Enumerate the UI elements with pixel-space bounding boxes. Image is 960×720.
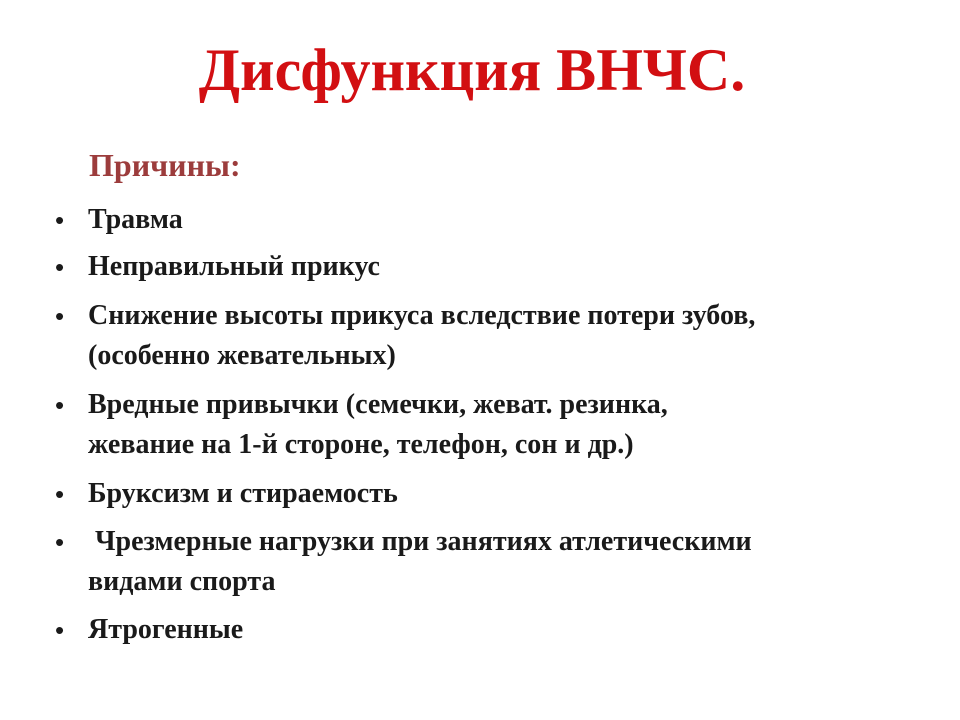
bullet-icon: • <box>55 615 65 645</box>
list-item-text <box>88 474 918 514</box>
list-item-line: Вредные привычки (семечки, жеват. резинка, <box>88 389 668 420</box>
list-item-text <box>88 296 918 376</box>
list-item-line: Бруксизм и стираемость <box>88 478 398 509</box>
list-item-line: жевание на 1-й стороне, телефон, сон и др.) <box>88 429 634 460</box>
bullet-icon: • <box>55 301 65 331</box>
bullet-icon: • <box>55 252 65 282</box>
bullet-icon: • <box>55 479 65 509</box>
bullet-icon: • <box>55 527 65 557</box>
list-item-line: Чрезмерные нагрузки при занятиях атлетическими <box>88 526 752 557</box>
list-item-text <box>88 200 918 240</box>
list-item-line: видами спорта <box>88 566 276 597</box>
slide-title: Дисфункция ВНЧС. <box>198 37 746 103</box>
list-item-text <box>88 610 918 650</box>
list-item-text <box>88 247 918 287</box>
list-item-text <box>88 385 918 465</box>
list-item-line: Неправильный прикус <box>88 251 380 282</box>
bullet-icon: • <box>55 205 65 235</box>
list-item-line: Травма <box>88 204 183 235</box>
list-item-line: Ятрогенные <box>88 614 244 645</box>
list-item-line: Снижение высоты прикуса вследствие потери зубов, <box>88 300 756 331</box>
bullet-icon: • <box>55 390 65 420</box>
slide-subtitle: Причины: <box>89 147 241 183</box>
list-item-text <box>88 522 918 602</box>
list-item-line: (особенно жевательных) <box>88 340 396 371</box>
